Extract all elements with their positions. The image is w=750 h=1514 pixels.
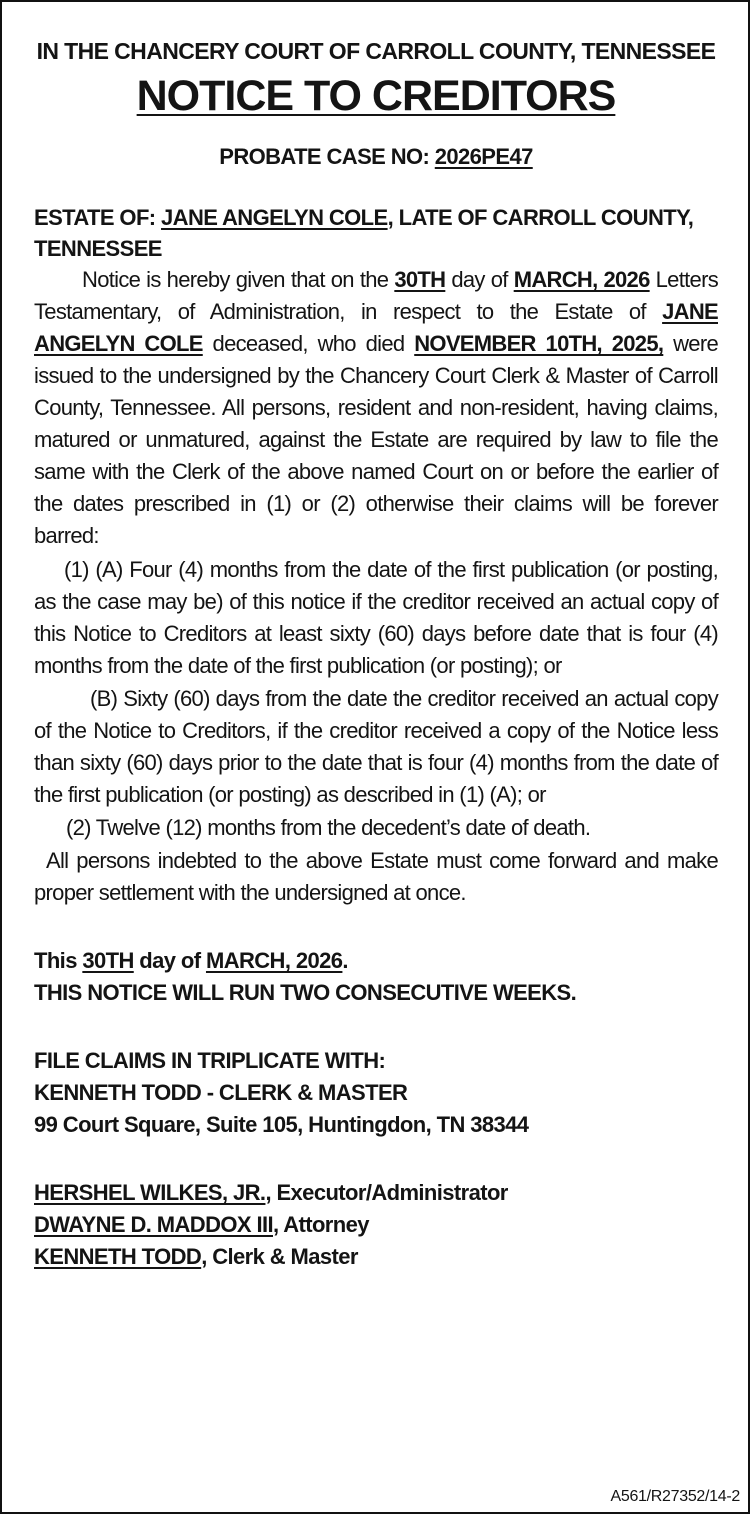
clause-1a: (1) (A) Four (4) months from the date of the first publication (or posting, as the case may be) of this notice if the creditor received an actual copy of this Notice to Creditors at least sixty (60) days before date that is four (4) months from the date of the first publication (or posting); or	[34, 557, 718, 678]
decedent-name: JANE ANGELYN COLE	[34, 299, 718, 356]
dated-prefix: This	[34, 948, 83, 973]
dated-mid: day of	[133, 948, 206, 973]
executor-role: , Executor/Administrator	[265, 1180, 508, 1205]
attorney-role: , Attorney	[273, 1212, 369, 1237]
estate-suffix: , LATE OF CARROLL COUNTY, TENNESSEE	[34, 205, 694, 261]
case-label: PROBATE CASE NO:	[219, 144, 435, 169]
case-number: 2026PE47	[434, 144, 533, 169]
court-address: 99 Court Square, Suite 105, Huntingdon, TN 38344	[34, 1112, 529, 1137]
letters-day: 30TH	[394, 267, 446, 292]
dated-end: .	[342, 948, 348, 973]
clause-2: (2) Twelve (12) months from the decedent’s date of death.	[66, 815, 591, 840]
court-heading: IN THE CHANCERY COURT OF CARROLL COUNTY, TENNESSEE	[36, 38, 716, 64]
clause-1b: (B) Sixty (60) days from the date the creditor received an actual copy of the Notice to Creditors, if the creditor received a copy of the Notice less than sixty (60) days prior to the date that is four (4) months from the date of the first publication (or posting) as described in (1) (A); or	[34, 686, 718, 807]
clerk-signatory-name: KENNETH TODD	[34, 1244, 202, 1269]
file-claims-heading: FILE CLAIMS IN TRIPLICATE WITH:	[34, 1048, 386, 1073]
estate-line	[34, 202, 718, 264]
dated-month-year: MARCH, 2026	[205, 948, 343, 973]
letters-month-year: MARCH, 2026	[513, 267, 650, 292]
signatory-clerk	[34, 1241, 718, 1273]
death-date: NOVEMBER 10TH, 2025,	[414, 331, 664, 356]
signatory-executor	[34, 1177, 718, 1209]
notice-title	[34, 70, 718, 122]
indebted-paragraph: All persons indebted to the above Estate must come forward and make proper settlement with the undersigned at once.	[34, 848, 718, 905]
notice-text-5: were issued to the undersigned by the Chancery Court Clerk & Master of Carroll County, Tennessee. All persons, resident and non-resident, having claims, matured or unmatured, against the Estate are required by law to file the same with the Clerk of the above named Court on or before the earlier of the dates prescribed in (1) or (2) otherwise their claims will be forever barred:	[34, 331, 718, 548]
notice-text-1: Notice is hereby given that on the	[82, 267, 395, 292]
notice-paragraph	[34, 264, 718, 552]
estate-name: JANE ANGELYN COLE	[161, 205, 388, 230]
clerk-name: KENNETH TODD - CLERK & MASTER	[34, 1080, 408, 1105]
dated-day: 30TH	[82, 948, 134, 973]
notice-text-4: deceased, who died	[202, 331, 415, 356]
dated-line	[34, 945, 718, 977]
attorney-name: DWAYNE D. MADDOX III	[34, 1212, 273, 1237]
executor-name: HERSHEL WILKES, JR.	[34, 1180, 266, 1205]
ad-reference-code: A561/R27352/14-2	[610, 1488, 740, 1505]
notice-text-2: day of	[445, 267, 514, 292]
notice-title-text: NOTICE TO CREDITORS	[136, 72, 616, 120]
clerk-signatory-role: , Clerk & Master	[201, 1244, 358, 1269]
signatory-attorney	[34, 1209, 718, 1241]
estate-label: ESTATE OF:	[34, 205, 162, 230]
notice-text-3: Letters Testamentary, of Administration, in respect to the Estate of	[34, 267, 719, 324]
run-notice: THIS NOTICE WILL RUN TWO CONSECUTIVE WEEKS.	[34, 980, 577, 1005]
probate-case-line	[34, 142, 718, 172]
